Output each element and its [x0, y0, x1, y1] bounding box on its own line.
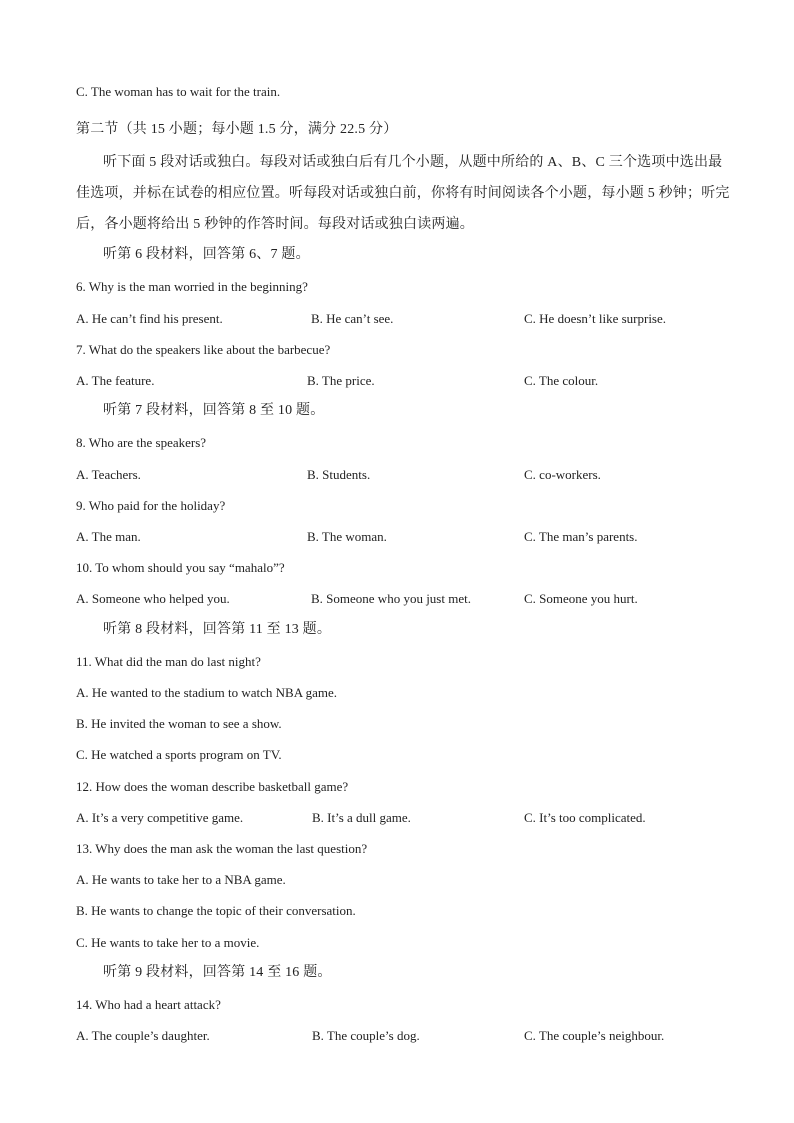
- question-11-stem: 11. What did the man do last night?: [76, 654, 261, 669]
- question-9-option-a: A. The man.: [76, 529, 141, 544]
- question-14-option-b: B. The couple’s dog.: [312, 1028, 420, 1043]
- question-6-option-a: A. He can’t find his present.: [76, 311, 223, 326]
- question-6-option-c: C. He doesn’t like surprise.: [524, 311, 667, 326]
- question-6-stem: 6. Why is the man worried in the beginning?: [76, 279, 308, 294]
- question-12-option-b: B. It’s a dull game.: [312, 810, 411, 825]
- question-13-option-a: A. He wants to take her to a NBA game.: [76, 872, 286, 887]
- material-6-instruction: 听第 6 段材料，回答第 6、7 题。: [103, 247, 310, 262]
- question-12-option-a: A. It’s a very competitive game.: [76, 810, 244, 825]
- question-13-option-b: B. He wants to change the topic of their conversation.: [76, 903, 356, 918]
- option-c-line: C. The woman has to wait for the train.: [76, 84, 281, 99]
- question-10-option-a: A. Someone who helped you.: [76, 591, 230, 606]
- question-11-option-a: A. He wanted to the stadium to watch NBA game.: [76, 685, 338, 700]
- material-9-instruction: 听第 9 段材料，回答第 14 至 16 题。: [103, 965, 332, 980]
- material-8-instruction: 听第 8 段材料，回答第 11 至 13 题。: [103, 622, 332, 637]
- question-13-option-c: C. He wants to take her to a movie.: [76, 935, 260, 950]
- question-8-option-c: C. co-workers.: [524, 467, 601, 482]
- question-12-stem: 12. How does the woman describe basketball game?: [76, 779, 349, 794]
- question-9-option-c: C. The man’s parents.: [524, 529, 638, 544]
- question-7-option-c: C. The colour.: [524, 373, 599, 388]
- question-10-option-b: B. Someone who you just met.: [311, 591, 471, 606]
- question-9-option-b: B. The woman.: [307, 529, 387, 544]
- directions-paragraph: 听下面 5 段对话或独白。每段对话或独白后有几个小题，从题中所给的 A、B、C 三个选项中选出最佳选项，并标在试卷的相应位置。听每段对话或独白前，你将有时间阅读各个小题，每小题 5 秒钟；听完后，各小题将给出 5 秒钟的作答时间。每段对话或独白读两遍。: [76, 155, 730, 232]
- question-7-stem: 7. What do the speakers like about the barbecue?: [76, 342, 331, 357]
- question-7-option-a: A. The feature.: [76, 373, 155, 388]
- question-8-option-b: B. Students.: [307, 467, 371, 482]
- question-6-option-b: B. He can’t see.: [311, 311, 394, 326]
- question-8-stem: 8. Who are the speakers?: [76, 435, 207, 450]
- question-11-option-b: B. He invited the woman to see a show.: [76, 716, 282, 731]
- section-header: 第二节（共 15 小题；每小题 1.5 分，满分 22.5 分）: [76, 122, 398, 137]
- material-7-instruction: 听第 7 段材料，回答第 8 至 10 题。: [103, 403, 325, 418]
- question-11-option-c: C. He watched a sports program on TV.: [76, 747, 282, 762]
- question-8-option-a: A. Teachers.: [76, 467, 141, 482]
- question-7-option-b: B. The price.: [307, 373, 375, 388]
- question-14-stem: 14. Who had a heart attack?: [76, 997, 221, 1012]
- question-12-option-c: C. It’s too complicated.: [524, 810, 646, 825]
- question-10-stem: 10. To whom should you say “mahalo”?: [76, 560, 285, 575]
- question-9-stem: 9. Who paid for the holiday?: [76, 498, 226, 513]
- question-10-option-c: C. Someone you hurt.: [524, 591, 638, 606]
- question-13-stem: 13. Why does the man ask the woman the last question?: [76, 841, 368, 856]
- question-14-option-a: A. The couple’s daughter.: [76, 1028, 210, 1043]
- question-14-option-c: C. The couple’s neighbour.: [524, 1028, 665, 1043]
